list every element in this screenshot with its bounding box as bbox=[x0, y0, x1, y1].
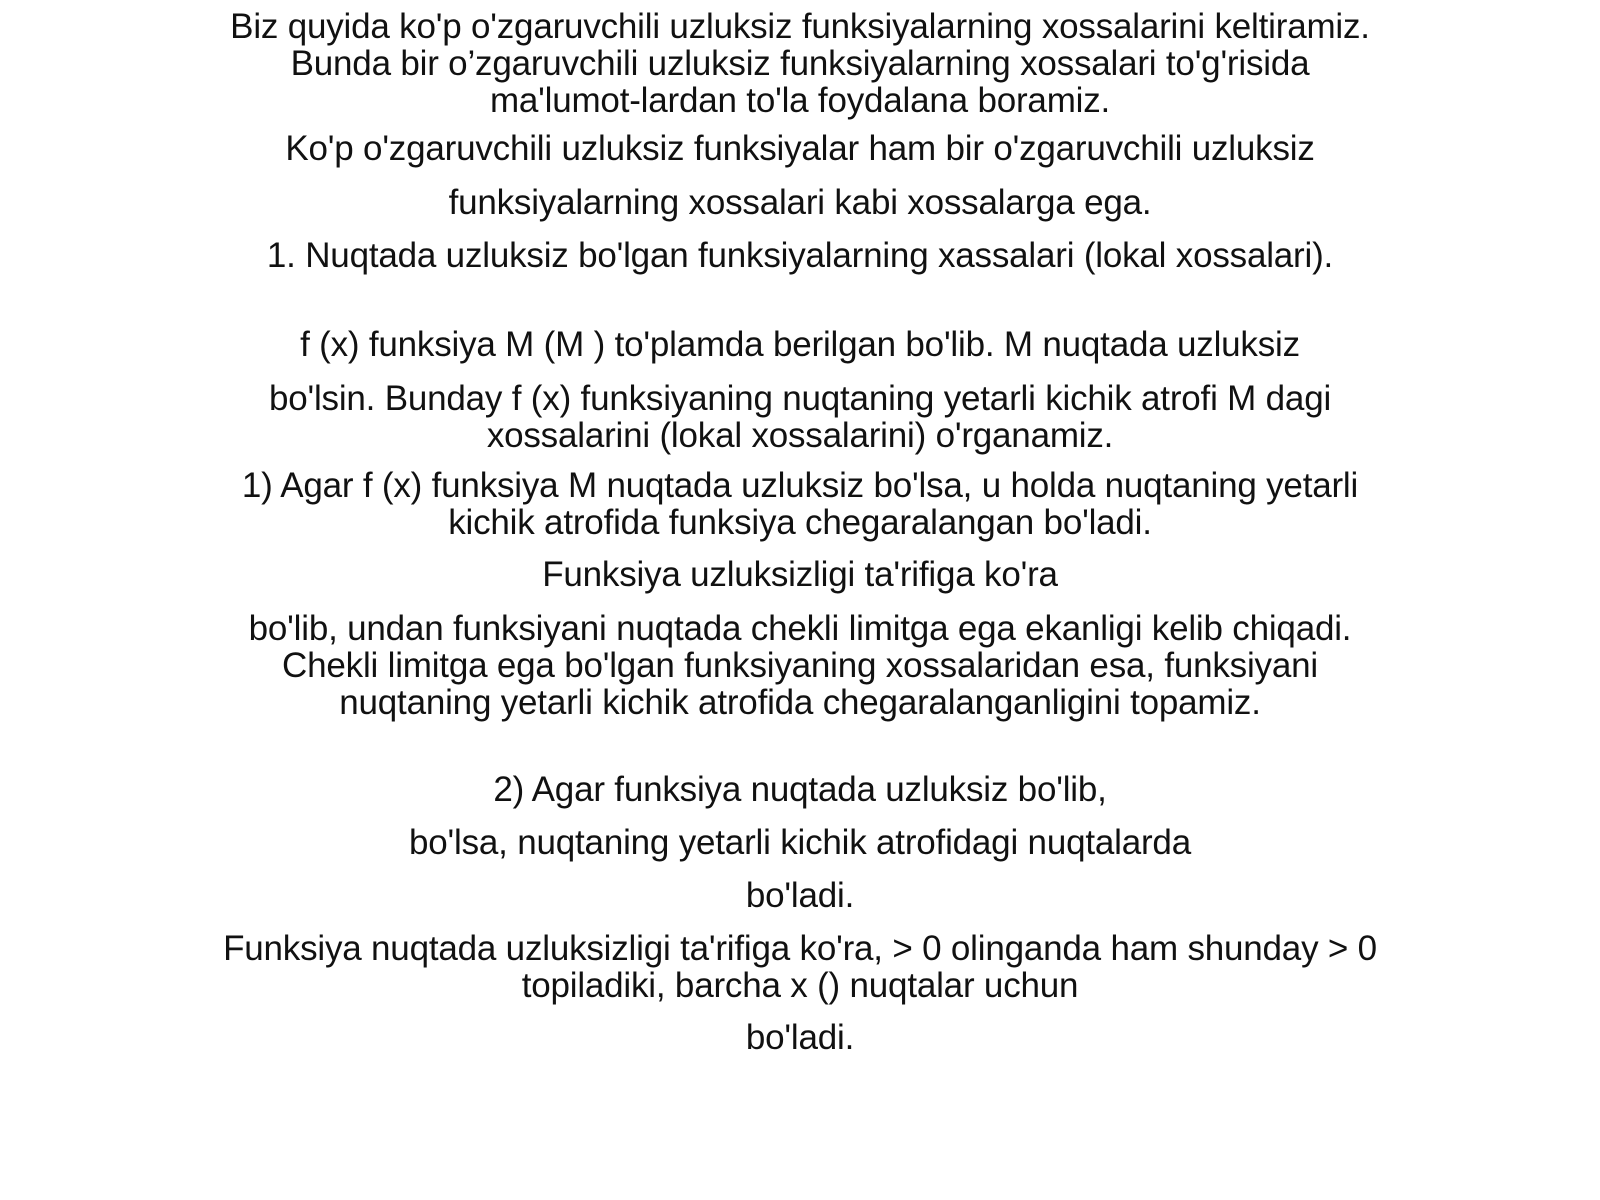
paragraph-properties-line-2: funksiyalarning xossalari kabi xossalarga ega. bbox=[448, 183, 1152, 222]
paragraph-properties-line-1: Ko'p o'zgaruvchili uzluksiz funksiyalar ham bir o'zgaruvchili uzluksiz bbox=[285, 129, 1315, 168]
paragraph-intro: Biz quyida ko'p o'zgaruvchili uzluksiz funksiyalarning xossalarini keltiramiz. Bunda bir o’zgaruvchili uzluksiz funksiyalarning xossalari to'g'risida ma'lumot-lardan to'la foydalana boramiz. bbox=[230, 7, 1370, 120]
property-2-proof: Funksiya nuqtada uzluksizligi ta'rifiga ko'ra, > 0 olinganda ham shunday > 0 topiladiki, barcha x () nuqtalar uchun bbox=[223, 929, 1377, 1005]
paragraph-local-study: bo'lsin. Bunday f (x) funksiyaning nuqtaning yetarli kichik atrofi M dagi xossalarini (lokal xossalarini) o'rganamiz. bbox=[268, 379, 1332, 455]
property-1-proof: bo'lib, undan funksiyani nuqtada chekli limitga ega ekanligi kelib chiqadi. Chekli limitga ega bo'lgan funksiyaning xossalaridan esa, funksiyani nuqtaning yetarli kichik atrofida chegaralanganligini topamiz. bbox=[248, 609, 1352, 722]
property-2-statement: 2) Agar funksiya nuqtada uzluksiz bo'lib, bbox=[493, 770, 1107, 809]
section-heading-local-properties: 1. Nuqtada uzluksiz bo'lgan funksiyalarning xassalari (lokal xossalari). bbox=[266, 236, 1334, 275]
property-2-conclusion: bo'ladi. bbox=[745, 876, 855, 915]
document-page bbox=[220, 0, 1380, 1200]
property-1-proof-start: Funksiya uzluksizligi ta'rifiga ko'ra bbox=[542, 555, 1058, 594]
property-1-statement: 1) Agar f (x) funksiya M nuqtada uzluksiz bo'lsa, u holda nuqtaning yetarli kichik atrofida funksiya chegaralangan bo'ladi. bbox=[241, 466, 1359, 542]
paragraph-function-definition: f (x) funksiya M (M ) to'plamda berilgan bo'lib. M nuqtada uzluksiz bbox=[300, 325, 1300, 364]
property-2-proof-conclusion: bo'ladi. bbox=[745, 1018, 855, 1057]
property-2-condition: bo'lsa, nuqtaning yetarli kichik atrofidagi nuqtalarda bbox=[409, 823, 1191, 862]
